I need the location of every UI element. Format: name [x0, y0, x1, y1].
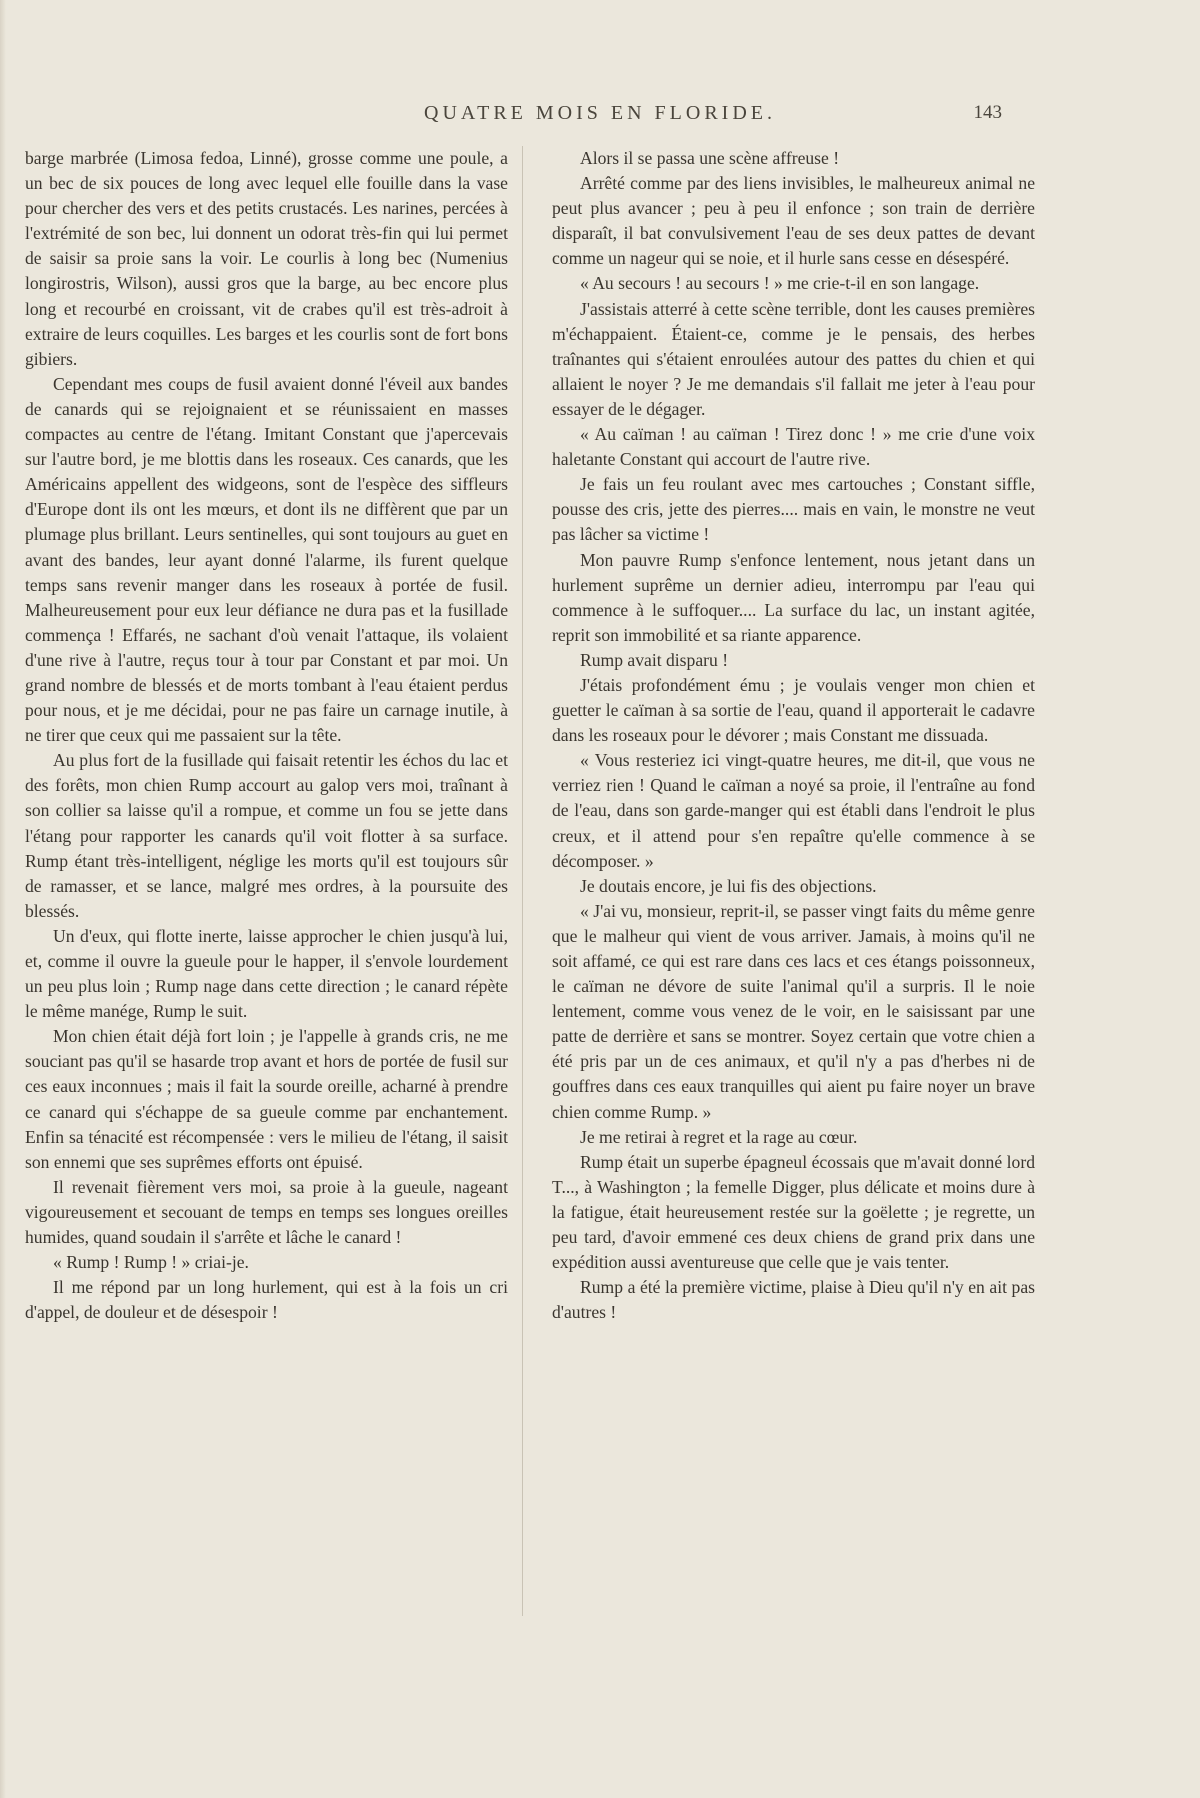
page-number: 143	[973, 102, 1002, 123]
paragraph: Rump était un superbe épagneul écossais que m'avait donné lord T..., à Washington ; la femelle Digger, plus délicate et moins dure à la fatigue, était heureusement restée sur la goëlette ; je regrette, un peu tard, d'avoir emmené ces deux chiens de grand prix dans une expédition aussi aventureuse que celle que je vais tenter.	[552, 1151, 1035, 1273]
paragraph: Rump avait disparu !	[580, 649, 729, 670]
paragraph: Il me répond par un long hurlement, qui est à la fois un cri d'appel, de douleur et de désespoir !	[25, 1277, 508, 1323]
paragraph: Il revenait fièrement vers moi, sa proie à la gueule, nageant vigoureusement et secouant de temps en temps ses longues oreilles humides, quand soudain il s'arrête et lâche le canard !	[25, 1176, 508, 1248]
paragraph: Au plus fort de la fusillade qui faisait retentir les échos du lac et des forêts, mon chien Rump accourt au galop vers moi, traînant à son collier sa laisse qu'il a rompue, et comme un fou se jette dans l'étang pour rapporter les canards qu'il voit flotter à sa surface. Rump étant très-intelligent, néglige les morts qu'il est toujours sûr de ramasser, et se lance, malgré mes ordres, à la poursuite des blessés.	[25, 750, 508, 921]
paragraph: « Au secours ! au secours ! » me crie-t-il en son langage.	[580, 273, 980, 294]
paragraph: Rump a été la première victime, plaise à Dieu qu'il n'y en ait pas d'autres !	[552, 1277, 1035, 1323]
paragraph: Arrêté comme par des liens invisibles, le malheureux animal ne peut plus avancer ; peu à peu il enfonce ; son train de derrière disparaît, il bat convulsivement l'eau de ses deux pattes de devant comme un nageur qui se noie, et il hurle sans cesse en désespéré.	[552, 173, 1035, 269]
paragraph: Un d'eux, qui flotte inerte, laisse approcher le chien jusqu'à lui, et, comme il ouvre la gueule pour le happer, il s'envole lourdement un peu plus loin ; Rump nage dans cette direction ; le canard répète le même manége, Rump le suit.	[25, 925, 508, 1022]
left-column	[25, 146, 508, 1325]
paragraph: « Au caïman ! au caïman ! Tirez donc ! » me crie d'une voix haletante Constant qui accourt de l'autre rive.	[552, 424, 1035, 470]
paragraph: Je doutais encore, je lui fis des objections.	[580, 875, 877, 896]
paragraph: Je fais un feu roulant avec mes cartouches ; Constant siffle, pousse des cris, jette des pierres.... mais en vain, le monstre ne veut pas lâcher sa victime !	[552, 474, 1035, 545]
running-title: QUATRE MOIS EN FLORIDE.	[424, 102, 776, 124]
paragraph: barge marbrée (Limosa fedoa, Linné), grosse comme une poule, a un bec de six pouces de long avec lequel elle fouille dans la vase pour chercher des vers et des petits crustacés. Les narines, percées à l'extrémité de son bec, lui donnent un odorat très-fin qui lui permet de saisir sa proie sans la voir. Le courlis à long bec (Numenius longirostris, Wilson), aussi gros que la barge, au bec encore plus long et recourbé en croissant, vit de crabes qu'il est très-adroit à extraire de leurs coquilles. Les barges et les courlis sont de fort bons gibiers.	[25, 148, 508, 369]
paragraph: Mon pauvre Rump s'enfonce lentement, nous jetant dans un hurlement suprême un dernier adieu, interrompu par l'eau qui commence à le suffoquer.... La surface du lac, un instant agitée, reprit son immobilité et sa riante apparence.	[552, 549, 1035, 645]
paragraph: Alors il se passa une scène affreuse !	[580, 148, 840, 168]
paragraph: « J'ai vu, monsieur, reprit-il, se passer vingt faits du même genre que le malheur qui vient de vous arriver. Jamais, à moins qu'il ne soit affamé, ce qui est rare dans ces lacs et ces étangs poissonneux, le caïman ne dévore de suite l'animal qu'il a surpris. Il le noie lentement, comme vous venez de le voir, en le saisissant par une patte de derrière et sans se montrer. Soyez certain que votre chien a été pris par un de ces animaux, et qu'il n'y a pas d'herbes ni de gouffres dans ces eaux tranquilles qui aient pu faire noyer un brave chien comme Rump. »	[552, 900, 1035, 1122]
paragraph: Je me retirai à regret et la rage au cœur.	[580, 1126, 858, 1147]
paragraph: « Rump ! Rump ! » criai-je.	[53, 1252, 249, 1273]
page-header	[0, 102, 1200, 130]
paragraph: J'étais profondément ému ; je voulais venger mon chien et guetter le caïman à sa sortie de l'eau, quand il apporterait le cadavre dans les roseaux pour le dévorer ; mais Constant me dissuada.	[552, 674, 1035, 746]
paragraph: J'assistais atterré à cette scène terrible, dont les causes premières m'échappaient. Étaient-ce, comme je le pensais, des herbes traînantes qui s'étaient enroulées autour des pattes du chien et qui allaient le noyer ? Je me demandais s'il fallait me jeter à l'eau pour essayer de le dégager.	[552, 298, 1035, 419]
paragraph: Cependant mes coups de fusil avaient donné l'éveil aux bandes de canards qui se rejoignaient et se réunissaient en masses compactes au centre de l'étang. Imitant Constant que j'apercevais sur l'autre bord, je me blottis dans les roseaux. Ces canards, que les Américains appellent des widgeons, sont de l'espèce des siffleurs d'Europe dont ils ont les mœurs, et dont ils ne diffèrent que par un plumage plus brillant. Leurs sentinelles, qui sont toujours au guet en avant des bandes, leur ayant donné l'alarme, ils furent quelque temps sans revenir manger dans les roseaux à portée de fusil. Malheureusement pour eux leur défiance ne dura pas et la fusillade commença ! Effarés, ne sachant d'où venait l'attaque, ils volaient d'une rive à l'autre, reçus tour à tour par Constant et par moi. Un grand nombre de blessés et de morts tombant à l'eau étaient perdus pour nous, et je me décidai, pour ne pas faire un carnage inutile, à ne tirer que ceux qui me passaient sur la tête.	[25, 373, 508, 746]
right-column	[552, 146, 1035, 1325]
column-divider	[522, 146, 523, 1616]
paragraph: Mon chien était déjà fort loin ; je l'appelle à grands cris, ne me souciant pas qu'il se hasarde trop avant et hors de portée de fusil sur ces eaux inconnues ; mais il fait la sourde oreille, acharné à prendre ce canard qui s'échappe de sa gueule comme par enchantement. Enfin sa ténacité est récompensée : vers le milieu de l'étang, il saisit son ennemi que ses suprêmes efforts ont épuisé.	[25, 1026, 508, 1172]
paragraph: « Vous resteriez ici vingt-quatre heures, me dit-il, que vous ne verriez rien ! Quand le caïman a noyé sa proie, il l'entraîne au fond de l'eau, dans son garde-manger qui est établi dans l'endroit le plus creux, et il attend pour s'en repaître qu'elle commence à se décomposer. »	[552, 750, 1035, 871]
page-edge-shadow	[0, 0, 6, 1798]
